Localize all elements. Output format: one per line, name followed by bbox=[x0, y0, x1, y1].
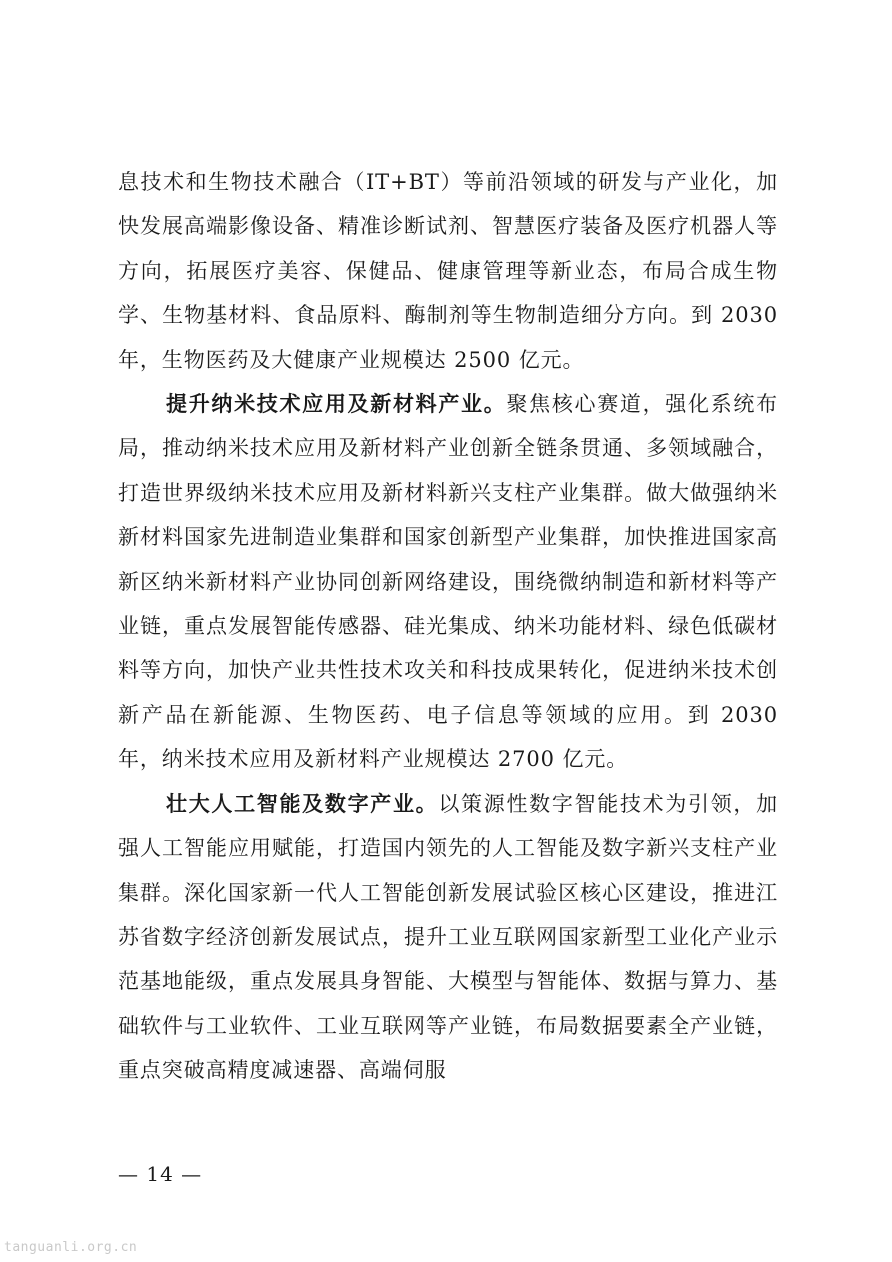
paragraph-biomedicine bbox=[118, 160, 778, 382]
paragraph-text: 息技术和生物技术融合（IT+BT）等前沿领域的研发与产业化，加快发展高端影像设备、精准诊断试剂、智慧医疗装备及医疗机器人等方向，拓展医疗美容、保健品、健康管理等新业态，布局合成生物学、生物基材料、食品原料、酶制剂等生物制造细分方向。到 2030 年，生物医药及大健康产业规模达 2500 亿元。 bbox=[118, 170, 778, 372]
paragraph-heading: 提升纳米技术应用及新材料产业。 bbox=[166, 391, 507, 417]
document-body bbox=[118, 160, 778, 1093]
paragraph-text: 以策源性数字智能技术为引领，加强人工智能应用赋能，打造国内领先的人工智能及数字新兴支柱产业集群。深化国家新一代人工智能创新发展试验区核心区建设，推进江苏省数字经济创新发展试点，提升工业互联网国家新型工业化产业示范基地能级，重点发展具身智能、大模型与智能体、数据与算力、基础软件与工业软件、工业互联网等产业链，布局数据要素全产业链，重点突破高精度减速器、高端伺服 bbox=[118, 791, 778, 1083]
paragraph-heading: 壮大人工智能及数字产业。 bbox=[166, 790, 439, 816]
paragraph-text: 聚焦核心赛道，强化系统布局，推动纳米技术应用及新材料产业创新全链条贯通、多领域融合，打造世界级纳米技术应用及新材料新兴支柱产业集群。做大做强纳米新材料国家先进制造业集群和国家创新型产业集群，加快推进国家高新区纳米新材料产业协同创新网络建设，围绕微纳制造和新材料等产业链，重点发展智能传感器、硅光集成、纳米功能材料、绿色低碳材料等方向，加快产业共性技术攻关和科技成果转化，促进纳米技术创新产品在新能源、生物医药、电子信息等领域的应用。到 2030 年，纳米技术应用及新材料产业规模达 2700 亿元。 bbox=[118, 392, 778, 772]
watermark: tanguanli.org.cn bbox=[4, 1240, 138, 1255]
page-number: — 14 — bbox=[118, 1162, 203, 1186]
paragraph-ai-digital bbox=[118, 782, 778, 1093]
paragraph-nanotech bbox=[118, 382, 778, 782]
